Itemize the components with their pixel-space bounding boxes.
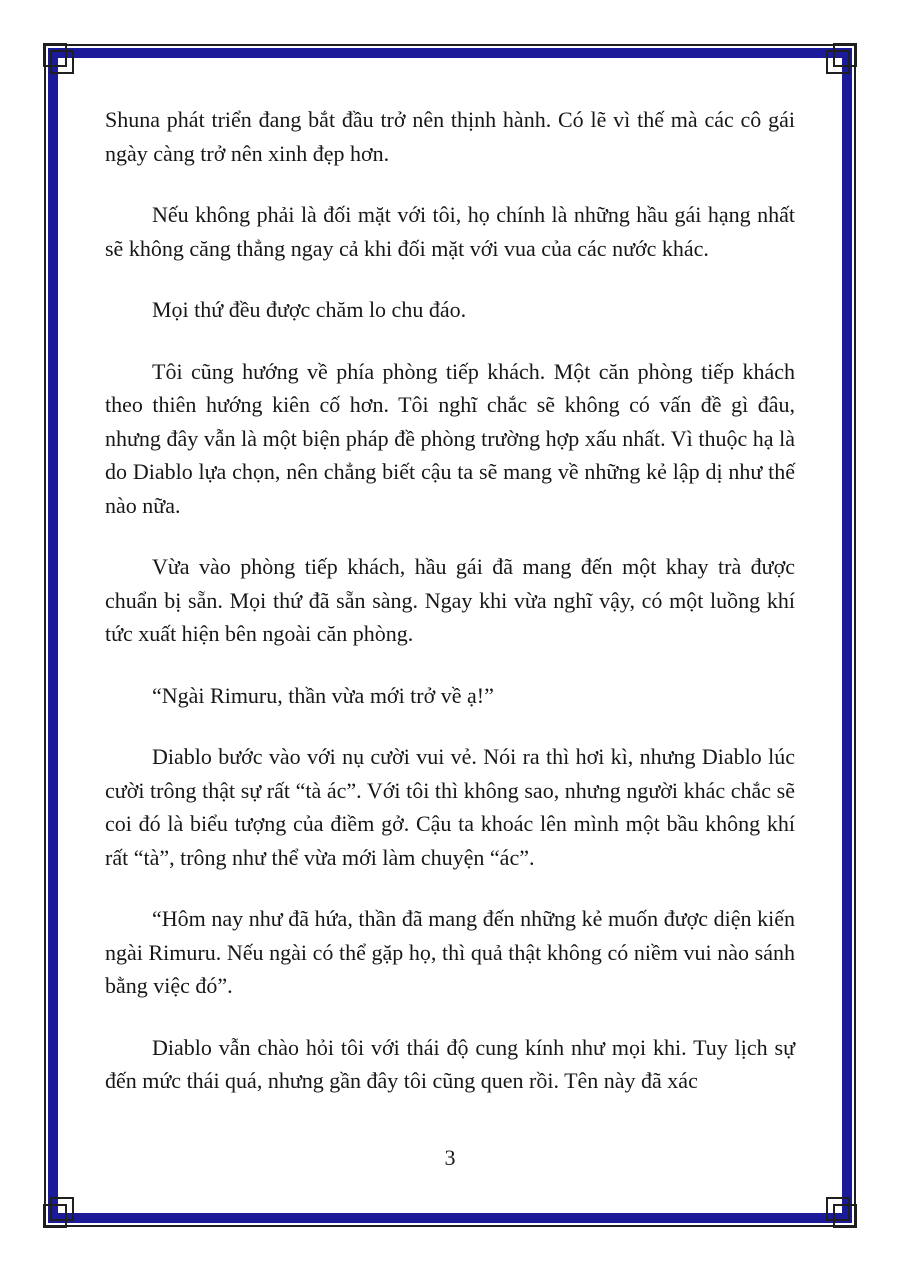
corner-square-icon [834,44,856,66]
corner-ornament-top-left [44,44,73,73]
corner-ornament-bottom-left [44,1198,73,1227]
paragraph: Shuna phát triển đang bắt đầu trở nên thịnh hành. Có lẽ vì thế mà các cô gái ngày càng trở nên xinh đẹp hơn. [105,107,795,166]
page-number: 3 [444,1145,456,1170]
corner-ornament-bottom-right [827,1198,856,1227]
corner-square-icon [827,51,849,73]
body-text [105,103,795,1126]
paragraph: Diablo bước vào với nụ cười vui vẻ. Nói ra thì hơi kì, nhưng Diablo lúc cười trông thật sự rất “tà ác”. Với tôi thì không sao, nhưng người khác chắc sẽ coi đó là biểu tượng của điềm gở. Cậu ta khoác lên mình một bầu không khí rất “tà”, trông như thể vừa mới làm chuyện “ác”. [105,744,795,870]
paragraph: Nếu không phải là đối mặt với tôi, họ chính là những hầu gái hạng nhất sẽ không căng thẳng ngay cả khi đối mặt với vua của các nước khác. [105,202,795,261]
corner-square-icon [44,1205,66,1227]
corner-square-icon [51,1198,73,1220]
corner-square-icon [834,1205,856,1227]
paragraph: Diablo vẫn chào hỏi tôi với thái độ cung kính như mọi khi. Tuy lịch sự đến mức thái quá, nhưng gần đây tôi cũng quen rồi. Tên này đã xác [105,1034,795,1093]
corner-square-icon [827,1198,849,1220]
corner-square-icon [44,44,66,66]
paragraph: “Hôm nay như đã hứa, thần đã mang đến những kẻ muốn được diện kiến ngài Rimuru. Nếu ngài có thể gặp họ, thì quả thật không có niềm vui nào sánh bằng việc đó”. [105,906,795,998]
corner-square-icon [51,51,73,73]
paragraph: “Ngài Rimuru, thần vừa mới trở về ạ!” [152,682,494,708]
corner-ornament-top-right [827,44,856,73]
paragraph: Vừa vào phòng tiếp khách, hầu gái đã mang đến một khay trà được chuẩn bị sẵn. Mọi thứ đã sẵn sàng. Ngay khi vừa nghĩ vậy, có một luồng khí tức xuất hiện bên ngoài căn phòng. [105,554,795,646]
paragraph: Mọi thứ đều được chăm lo chu đáo. [152,297,467,322]
paragraph: Tôi cũng hướng về phía phòng tiếp khách. Một căn phòng tiếp khách theo thiên hướng kiên cố hơn. Tôi nghĩ chắc sẽ không có vấn đề gì đâu, nhưng đây vẫn là một biện pháp đề phòng trường hợp xấu nhất. Vì thuộc hạ là do Diablo lựa chọn, nên chẳng biết cậu ta sẽ mang về những kẻ lập dị như thế nào nữa. [105,358,795,518]
